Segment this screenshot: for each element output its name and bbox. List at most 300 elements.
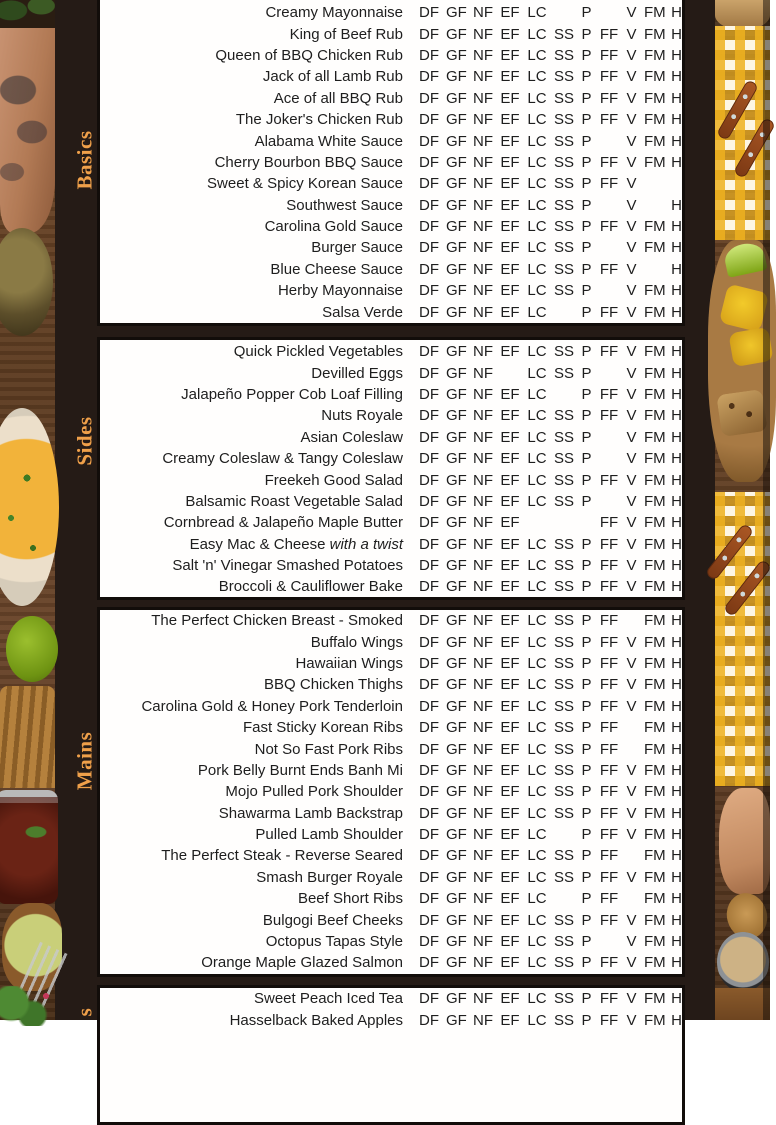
diet-code-df: DF <box>419 68 439 86</box>
diet-code-cells <box>419 304 682 321</box>
diet-code-gf: GF <box>446 46 467 64</box>
dish-name: Pulled Lamb Shoulder <box>255 826 403 844</box>
menu-row <box>103 491 682 512</box>
diet-code-cells <box>419 386 682 403</box>
diet-code-v: V <box>626 471 637 489</box>
diet-code-ef: EF <box>500 132 520 150</box>
diet-code-lc: LC <box>527 954 547 972</box>
diet-code-df: DF <box>419 847 439 865</box>
diet-code-fm: FM <box>644 933 666 951</box>
diet-code-ef: EF <box>500 25 520 43</box>
diet-code-v: V <box>626 385 637 403</box>
diet-code-nf: NF <box>473 450 493 468</box>
diet-code-ef: EF <box>500 990 520 1008</box>
diet-code-ef: EF <box>500 343 520 361</box>
diet-code-ff <box>599 4 619 21</box>
diet-code-v: V <box>626 633 637 651</box>
diet-code-ss: SS <box>554 633 575 651</box>
diet-code-fm: FM <box>644 783 666 801</box>
dish-name: Cornbread & Jalapeño Maple Butter <box>163 514 403 532</box>
diet-code-v <box>626 890 637 907</box>
menu-row <box>103 909 682 930</box>
diet-code-cells <box>419 47 682 64</box>
diet-code-h <box>671 175 682 192</box>
diet-code-ff: FF <box>599 557 619 575</box>
diet-code-nf: NF <box>473 343 493 361</box>
diet-code-fm: FM <box>644 239 666 257</box>
diet-code-h: H <box>671 633 682 651</box>
diet-code-p: P <box>581 911 592 929</box>
dish-name: Creamy Mayonnaise <box>265 4 403 22</box>
diet-code-lc: LC <box>527 450 547 468</box>
diet-code-df: DF <box>419 676 439 694</box>
diet-code-h: H <box>671 676 682 694</box>
dish-name: Burger Sauce <box>311 239 403 257</box>
menu-row <box>103 301 682 322</box>
diet-code-cells <box>419 343 682 360</box>
diet-code-ss: SS <box>554 68 575 86</box>
diet-code-ef: EF <box>500 676 520 694</box>
diet-code-ff: FF <box>599 719 619 737</box>
diet-code-ss: SS <box>554 761 575 779</box>
diet-code-df: DF <box>419 239 439 257</box>
diet-code-lc <box>527 514 547 531</box>
dish-name: Devilled Eggs <box>311 364 403 382</box>
diet-code-cells <box>419 719 682 736</box>
diet-code-lc: LC <box>527 428 547 446</box>
diet-code-ff: FF <box>599 175 619 193</box>
dish-name: Salsa Verde <box>322 303 403 321</box>
diet-code-h: H <box>671 343 682 361</box>
diet-code-nf: NF <box>473 826 493 844</box>
diet-code-df: DF <box>419 826 439 844</box>
diet-code-nf: NF <box>473 89 493 107</box>
diet-code-cells <box>419 655 682 672</box>
menu-row <box>103 696 682 717</box>
diet-code-df: DF <box>419 1011 439 1029</box>
dish-name: Blue Cheese Sauce <box>270 260 403 278</box>
diet-code-cells <box>419 197 682 214</box>
diet-code-h: H <box>671 557 682 575</box>
diet-code-ef: EF <box>500 450 520 468</box>
diet-code-df: DF <box>419 364 439 382</box>
diet-code-cells <box>419 912 682 929</box>
diet-code-ss: SS <box>554 783 575 801</box>
diet-code-gf: GF <box>446 719 467 737</box>
menu-row <box>103 717 682 738</box>
dish-name: Alabama White Sauce <box>254 132 403 150</box>
diet-code-ef: EF <box>500 111 520 129</box>
diet-code-nf: NF <box>473 578 493 596</box>
diet-code-lc: LC <box>527 933 547 951</box>
diet-code-df: DF <box>419 407 439 425</box>
diet-code-fm: FM <box>644 804 666 822</box>
diet-code-v: V <box>626 1011 637 1029</box>
diet-code-v: V <box>626 343 637 361</box>
diet-code-fm <box>644 175 664 192</box>
diet-code-ff: FF <box>599 25 619 43</box>
diet-code-gf: GF <box>446 1011 467 1029</box>
diet-code-p: P <box>581 239 592 257</box>
knife-handle-photo <box>716 79 759 141</box>
section-panel-sides <box>97 337 685 600</box>
diet-code-p: P <box>581 196 592 214</box>
dish-name: Nuts Royale <box>321 407 403 425</box>
diet-code-ss: SS <box>554 676 575 694</box>
diet-code-p: P <box>581 385 592 403</box>
diet-code-h: H <box>671 990 682 1008</box>
diet-code-fm: FM <box>644 282 666 300</box>
diet-code-nf: NF <box>473 933 493 951</box>
diet-code-fm <box>644 197 664 214</box>
dish-name: Fast Sticky Korean Ribs <box>242 719 403 737</box>
diet-code-df: DF <box>419 4 439 22</box>
diet-code-nf: NF <box>473 239 493 257</box>
diet-code-cells <box>419 954 682 971</box>
diet-code-p: P <box>581 719 592 737</box>
diet-code-ef: EF <box>500 175 520 193</box>
diet-code-ss: SS <box>554 46 575 64</box>
diet-code-ss: SS <box>554 557 575 575</box>
diet-code-p: P <box>581 364 592 382</box>
diet-code-gf: GF <box>446 450 467 468</box>
diet-code-p: P <box>581 868 592 886</box>
diet-code-ff: FF <box>599 1011 619 1029</box>
diet-code-ff: FF <box>599 343 619 361</box>
diet-code-lc: LC <box>527 911 547 929</box>
diet-code-ff: FF <box>599 46 619 64</box>
diet-code-p: P <box>581 111 592 129</box>
tattooed-arm-photo <box>0 28 55 233</box>
sauce-jar-photo <box>0 790 58 904</box>
dish-name: Octopus Tapas Style <box>265 933 403 951</box>
diet-code-nf: NF <box>473 153 493 171</box>
diet-code-p: P <box>581 46 592 64</box>
diet-code-df: DF <box>419 868 439 886</box>
diet-code-df: DF <box>419 89 439 107</box>
diet-code-ff: FF <box>599 740 619 758</box>
diet-code-p: P <box>581 804 592 822</box>
diet-code-v: V <box>626 654 637 672</box>
diet-code-nf: NF <box>473 890 493 908</box>
diet-code-ef: EF <box>500 260 520 278</box>
diet-code-h: H <box>671 68 682 86</box>
diet-code-fm: FM <box>644 89 666 107</box>
diet-code-cells <box>419 4 682 21</box>
diet-code-h: H <box>671 471 682 489</box>
diet-code-h: H <box>671 282 682 300</box>
diet-code-fm: FM <box>644 847 666 865</box>
diet-code-v: V <box>626 407 637 425</box>
diet-code-nf: NF <box>473 196 493 214</box>
diet-code-lc: LC <box>527 783 547 801</box>
diet-code-h: H <box>671 450 682 468</box>
diet-code-h: H <box>671 492 682 510</box>
diet-code-p: P <box>581 761 592 779</box>
diet-code-ss: SS <box>554 153 575 171</box>
menu-row <box>103 216 682 237</box>
diet-code-lc: LC <box>527 890 547 908</box>
section-label-basics: Basics <box>72 130 97 190</box>
diet-code-lc: LC <box>527 719 547 737</box>
diet-code-ff: FF <box>599 89 619 107</box>
diet-code-cells <box>419 741 682 758</box>
diet-code-df: DF <box>419 471 439 489</box>
diet-code-df: DF <box>419 428 439 446</box>
diet-code-gf: GF <box>446 25 467 43</box>
diet-code-ef: EF <box>500 933 520 951</box>
diet-code-fm: FM <box>644 954 666 972</box>
diet-code-v: V <box>626 46 637 64</box>
menu-row <box>103 631 682 652</box>
diet-code-v: V <box>626 25 637 43</box>
diet-code-nf: NF <box>473 697 493 715</box>
dish-name: Sweet & Spicy Korean Sauce <box>207 175 403 193</box>
diet-code-lc: LC <box>527 303 547 321</box>
dish-name: Jalapeño Popper Cob Loaf Filling <box>181 385 403 403</box>
diet-code-h: H <box>671 428 682 446</box>
diet-code-h: H <box>671 535 682 553</box>
diet-code-gf: GF <box>446 761 467 779</box>
menu-rows <box>100 0 682 323</box>
diet-code-cells <box>419 869 682 886</box>
menu-row <box>103 362 682 383</box>
diet-code-v <box>626 719 637 736</box>
diet-code-ef: EF <box>500 719 520 737</box>
diet-code-ff: FF <box>599 911 619 929</box>
diet-code-h: H <box>671 4 682 22</box>
diet-code-ss: SS <box>554 428 575 446</box>
left-photo-strip <box>0 0 55 1020</box>
diet-code-ff: FF <box>599 847 619 865</box>
dish-name: Shawarma Lamb Backstrap <box>218 804 403 822</box>
diet-code-ff: FF <box>599 633 619 651</box>
diet-code-ff <box>599 493 619 510</box>
diet-code-df: DF <box>419 303 439 321</box>
menu-row <box>103 45 682 66</box>
diet-code-df: DF <box>419 385 439 403</box>
diet-code-h: H <box>671 303 682 321</box>
diet-code-h: H <box>671 1011 682 1029</box>
diet-code-ef: EF <box>500 4 520 22</box>
diet-code-ss: SS <box>554 1011 575 1029</box>
diet-code-ef: EF <box>500 407 520 425</box>
menu-row <box>103 130 682 151</box>
diet-code-gf: GF <box>446 492 467 510</box>
diet-code-p: P <box>581 535 592 553</box>
diet-code-lc: LC <box>527 492 547 510</box>
diet-code-cells <box>419 557 682 574</box>
diet-code-fm: FM <box>644 633 666 651</box>
diet-code-gf: GF <box>446 153 467 171</box>
menu-row <box>103 2 682 23</box>
dish-name: Asian Coleslaw <box>300 428 403 446</box>
diet-code-ss: SS <box>554 132 575 150</box>
diet-code-h: H <box>671 933 682 951</box>
diet-code-lc: LC <box>527 175 547 193</box>
diet-code-df: DF <box>419 343 439 361</box>
knife-handle-photo <box>705 523 755 581</box>
diet-code-df: DF <box>419 46 439 64</box>
diet-code-ff: FF <box>599 111 619 129</box>
diet-code-ss: SS <box>554 407 575 425</box>
diet-code-ff: FF <box>599 514 619 532</box>
diet-code-ef: EF <box>500 911 520 929</box>
diet-code-ss: SS <box>554 282 575 300</box>
menu-row <box>103 341 682 362</box>
diet-code-nf: NF <box>473 364 493 382</box>
diet-code-ef: EF <box>500 535 520 553</box>
diet-code-p: P <box>581 303 592 321</box>
diet-code-h: H <box>671 847 682 865</box>
dish-name: Carolina Gold & Honey Pork Tenderloin <box>141 697 403 715</box>
diet-code-df: DF <box>419 933 439 951</box>
diet-code-ff: FF <box>599 676 619 694</box>
dish-name: Beef Short Ribs <box>297 890 403 908</box>
diet-code-lc: LC <box>527 4 547 22</box>
diet-code-ss: SS <box>554 868 575 886</box>
diet-code-ef: EF <box>500 612 520 630</box>
diet-code-gf: GF <box>446 175 467 193</box>
diet-code-p: P <box>581 933 592 951</box>
diet-code-ss: SS <box>554 218 575 236</box>
diet-code-gf: GF <box>446 196 467 214</box>
diet-code-h: H <box>671 826 682 844</box>
dish-name: Carolina Gold Sauce <box>264 218 403 236</box>
diet-code-gf: GF <box>446 428 467 446</box>
diet-code-lc: LC <box>527 282 547 300</box>
diet-code-v: V <box>626 303 637 321</box>
diet-code-ff: FF <box>599 697 619 715</box>
diet-code-fm: FM <box>644 514 666 532</box>
diet-code-lc: LC <box>527 676 547 694</box>
menu-row <box>103 259 682 280</box>
diet-code-ef: EF <box>500 282 520 300</box>
diet-code-df: DF <box>419 890 439 908</box>
gingham-cloth-photo <box>715 492 770 786</box>
diet-code-cells <box>419 698 682 715</box>
diet-code-fm: FM <box>644 911 666 929</box>
diet-code-gf: GF <box>446 676 467 694</box>
diet-code-fm: FM <box>644 132 666 150</box>
diet-code-ss: SS <box>554 535 575 553</box>
diet-code-p: P <box>581 612 592 630</box>
diet-code-lc: LC <box>527 364 547 382</box>
dish-name: Southwest Sauce <box>286 196 403 214</box>
diet-code-ss: SS <box>554 260 575 278</box>
menu-row <box>103 738 682 759</box>
diet-code-v: V <box>626 514 637 532</box>
diet-code-h: H <box>671 385 682 403</box>
gingham-cloth-photo <box>715 26 770 240</box>
dish-name: Bulgogi Beef Cheeks <box>262 911 403 929</box>
diet-code-p: P <box>581 471 592 489</box>
diet-code-p: P <box>581 68 592 86</box>
diet-code-lc: LC <box>527 239 547 257</box>
diet-code-gf: GF <box>446 954 467 972</box>
diet-code-lc: LC <box>527 25 547 43</box>
dish-name: Jack of all Lamb Rub <box>262 68 403 86</box>
dish-name: Buffalo Wings <box>310 633 403 651</box>
diet-code-p: P <box>581 282 592 300</box>
diet-code-v: V <box>626 175 637 193</box>
diet-code-ef: EF <box>500 578 520 596</box>
diet-code-fm: FM <box>644 218 666 236</box>
diet-code-ff <box>599 282 619 299</box>
diet-code-h: H <box>671 89 682 107</box>
diet-code-ff: FF <box>599 471 619 489</box>
diet-code-v: V <box>626 492 637 510</box>
diet-code-cells <box>419 175 682 192</box>
diet-code-ss <box>554 304 574 321</box>
dish-name: Orange Maple Glazed Salmon <box>201 954 403 972</box>
diet-code-h: H <box>671 719 682 737</box>
dish-name: Creamy Coleslaw & Tangy Coleslaw <box>162 450 403 468</box>
diet-code-df: DF <box>419 282 439 300</box>
diet-code-ff: FF <box>599 407 619 425</box>
grilled-bread-photo <box>716 389 767 437</box>
diet-code-cells <box>419 365 682 382</box>
diet-code-h: H <box>671 612 682 630</box>
diet-code-v: V <box>626 676 637 694</box>
diet-code-gf: GF <box>446 218 467 236</box>
diet-code-ss: SS <box>554 911 575 929</box>
diet-code-v: V <box>626 89 637 107</box>
dish-name: The Joker's Chicken Rub <box>235 111 403 129</box>
diet-code-nf: NF <box>473 303 493 321</box>
menu-row <box>103 23 682 44</box>
dish-name: Smash Burger Royale <box>256 868 403 886</box>
diet-code-p: P <box>581 740 592 758</box>
diet-code-nf: NF <box>473 911 493 929</box>
diet-code-gf: GF <box>446 132 467 150</box>
dish-name: Herby Mayonnaise <box>277 282 403 300</box>
diet-code-df: DF <box>419 450 439 468</box>
diet-code-cells <box>419 133 682 150</box>
diet-code-ff: FF <box>599 761 619 779</box>
diet-code-lc: LC <box>527 557 547 575</box>
diet-code-cells <box>419 890 682 907</box>
diet-code-nf: NF <box>473 654 493 672</box>
diet-code-cells <box>419 472 682 489</box>
section-label-mains: Mains <box>72 731 97 791</box>
diet-code-ss <box>554 4 574 21</box>
diet-code-ff <box>599 450 619 467</box>
diet-code-df: DF <box>419 612 439 630</box>
diet-code-cells <box>419 634 682 651</box>
diet-code-gf: GF <box>446 407 467 425</box>
diet-code-cells <box>419 514 682 531</box>
diet-code-lc: LC <box>527 654 547 672</box>
diet-code-p: P <box>581 578 592 596</box>
diet-code-h: H <box>671 132 682 150</box>
diet-code-ef: EF <box>500 740 520 758</box>
diet-code-ff: FF <box>599 612 619 630</box>
diet-code-ss: SS <box>554 471 575 489</box>
diet-code-df: DF <box>419 633 439 651</box>
diet-code-v: V <box>626 557 637 575</box>
diet-code-ef: EF <box>500 847 520 865</box>
diet-code-gf: GF <box>446 343 467 361</box>
diet-code-fm: FM <box>644 153 666 171</box>
diet-code-nf: NF <box>473 557 493 575</box>
diet-code-df: DF <box>419 260 439 278</box>
diet-code-gf: GF <box>446 804 467 822</box>
diet-code-ef: EF <box>500 633 520 651</box>
diet-code-ss: SS <box>554 175 575 193</box>
diet-code-lc: LC <box>527 804 547 822</box>
diet-code-df: DF <box>419 761 439 779</box>
